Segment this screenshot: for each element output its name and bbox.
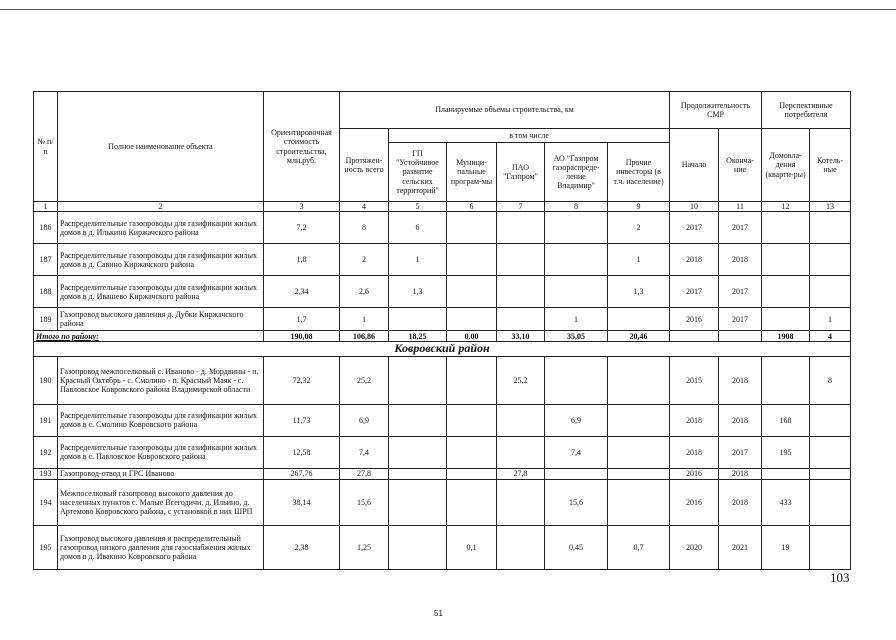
row-other xyxy=(608,468,670,479)
column-number: 2 xyxy=(58,202,264,212)
row-end: 2017 xyxy=(719,308,762,331)
row-length: 6,9 xyxy=(340,404,389,436)
total-gp: 18,25 xyxy=(389,331,447,342)
row-ao: 6,9 xyxy=(545,404,608,436)
total-houses: 1908 xyxy=(762,331,810,342)
column-number: 8 xyxy=(545,202,608,212)
total-ao: 35,05 xyxy=(545,331,608,342)
row-ao: 7,4 xyxy=(545,436,608,468)
header-planned: Планируемые объемы строительства, км xyxy=(340,92,670,129)
row-houses xyxy=(762,468,810,479)
row-boilers xyxy=(810,525,851,569)
row-cost: 12,58 xyxy=(264,436,340,468)
row-boilers xyxy=(810,404,851,436)
row-municipal xyxy=(447,468,497,479)
column-number: 3 xyxy=(264,202,340,212)
table-row xyxy=(34,468,851,479)
row-end: 2018 xyxy=(719,404,762,436)
header-no: № п/п xyxy=(34,92,58,202)
row-municipal xyxy=(447,276,497,308)
column-number: 6 xyxy=(447,202,497,212)
row-end: 2018 xyxy=(719,479,762,525)
row-pao xyxy=(497,212,545,244)
row-boilers xyxy=(810,212,851,244)
header-other: Прочие инвесторы (в т.ч. население) xyxy=(608,143,670,202)
row-municipal xyxy=(447,436,497,468)
row-municipal: 0,1 xyxy=(447,525,497,569)
total-start xyxy=(670,331,719,342)
total-cost: 190,08 xyxy=(264,331,340,342)
row-pao xyxy=(497,244,545,276)
row-start: 2015 xyxy=(670,356,719,404)
row-no: 187 xyxy=(34,244,58,276)
row-cost: 1,8 xyxy=(264,244,340,276)
row-houses xyxy=(762,308,810,331)
row-cost: 267,76 xyxy=(264,468,340,479)
row-gp xyxy=(389,468,447,479)
row-ao xyxy=(545,468,608,479)
header-end: Оконча-ние xyxy=(719,129,762,202)
table-row xyxy=(34,212,851,244)
table-row xyxy=(34,436,851,468)
row-municipal xyxy=(447,356,497,404)
row-ao xyxy=(545,356,608,404)
row-other xyxy=(608,436,670,468)
row-houses xyxy=(762,276,810,308)
row-gp xyxy=(389,308,447,331)
total-municipal: 0,00 xyxy=(447,331,497,342)
row-ao: 15,6 xyxy=(545,479,608,525)
row-pao: 25,2 xyxy=(497,356,545,404)
row-length: 2 xyxy=(340,244,389,276)
header-consumers: Перспективные потребители xyxy=(762,92,851,129)
row-start: 2020 xyxy=(670,525,719,569)
row-houses: 195 xyxy=(762,436,810,468)
column-number: 11 xyxy=(719,202,762,212)
row-name: Газопровод высокого давления д. Дубки Киржачского района xyxy=(58,308,264,331)
row-pao xyxy=(497,436,545,468)
row-other: 1,3 xyxy=(608,276,670,308)
row-gp xyxy=(389,404,447,436)
row-end: 2017 xyxy=(719,276,762,308)
row-gp xyxy=(389,479,447,525)
row-boilers: 8 xyxy=(810,356,851,404)
header-ao: АО "Газпром газораспреде-ление Владимир" xyxy=(545,143,608,202)
row-name: Распределительные газопроводы для газификации жилых домов в д. Илькино Киржачского района xyxy=(58,212,264,244)
row-no: 192 xyxy=(34,436,58,468)
row-name: Газопровод высокого давления и распределительный газопровод низкого давления для газоснабжения жилых домов в д. Ивакино Ковровского района xyxy=(58,525,264,569)
row-ao: 1 xyxy=(545,308,608,331)
row-houses xyxy=(762,356,810,404)
row-gp xyxy=(389,356,447,404)
row-no: 188 xyxy=(34,276,58,308)
row-start: 2017 xyxy=(670,276,719,308)
header-cost: Ориентировочная стоимость строительства, млн.руб. xyxy=(264,92,340,202)
row-houses: 168 xyxy=(762,404,810,436)
header-houses: Домовла-дения (кварти-ры) xyxy=(762,129,810,202)
row-other: 2 xyxy=(608,212,670,244)
row-ao: 0,45 xyxy=(545,525,608,569)
table-row xyxy=(34,244,851,276)
row-cost: 72,32 xyxy=(264,356,340,404)
row-end: 2018 xyxy=(719,244,762,276)
row-end: 2018 xyxy=(719,468,762,479)
row-no: 195 xyxy=(34,525,58,569)
row-end: 2017 xyxy=(719,436,762,468)
row-start: 2016 xyxy=(670,468,719,479)
row-start: 2016 xyxy=(670,308,719,331)
row-other xyxy=(608,308,670,331)
row-length: 2,6 xyxy=(340,276,389,308)
row-length: 8 xyxy=(340,212,389,244)
table-row xyxy=(34,525,851,569)
column-number: 7 xyxy=(497,202,545,212)
row-municipal xyxy=(447,479,497,525)
row-no: 194 xyxy=(34,479,58,525)
region-title: Ковровский район xyxy=(34,342,851,357)
row-ao xyxy=(545,244,608,276)
row-start: 2018 xyxy=(670,404,719,436)
table-header xyxy=(34,92,851,212)
row-name: Газопровод-отвод и ГРС Иваново xyxy=(58,468,264,479)
header-duration: Продолжительность СМР xyxy=(670,92,762,129)
table-row xyxy=(34,276,851,308)
header-gp: ГП "Устойчивое развитие сельских территорий" xyxy=(389,143,447,202)
column-number: 9 xyxy=(608,202,670,212)
table-row xyxy=(34,479,851,525)
row-name: Распределительные газопроводы для газификации жилых домов в с. Павловское Ковровского района xyxy=(58,436,264,468)
row-cost: 11,73 xyxy=(264,404,340,436)
row-pao xyxy=(497,276,545,308)
column-number: 12 xyxy=(762,202,810,212)
row-gp: 1,3 xyxy=(389,276,447,308)
row-no: 190 xyxy=(34,356,58,404)
row-cost: 7,2 xyxy=(264,212,340,244)
table-row xyxy=(34,404,851,436)
row-name: Газопровод межпоселковый с. Иваново - д. Мордвины - п. Красный Октябрь - с. Смолино - п. Красный Маяк - с. Павловское Ковровского района Владимирской области xyxy=(58,356,264,404)
total-end xyxy=(719,331,762,342)
row-boilers xyxy=(810,436,851,468)
row-municipal xyxy=(447,244,497,276)
row-boilers xyxy=(810,468,851,479)
table-row xyxy=(34,356,851,404)
row-other xyxy=(608,479,670,525)
row-length: 15,6 xyxy=(340,479,389,525)
header-including: в том числе xyxy=(389,129,670,143)
row-length: 25,2 xyxy=(340,356,389,404)
total-length: 106,86 xyxy=(340,331,389,342)
total-boilers: 4 xyxy=(810,331,851,342)
row-no: 191 xyxy=(34,404,58,436)
column-number: 4 xyxy=(340,202,389,212)
document-sheet xyxy=(33,91,850,570)
row-pao xyxy=(497,479,545,525)
table-body xyxy=(34,212,851,570)
row-start: 2018 xyxy=(670,244,719,276)
column-number: 5 xyxy=(389,202,447,212)
row-houses xyxy=(762,244,810,276)
page-number: 51 xyxy=(434,609,443,618)
header-boilers: Котель-ные xyxy=(810,129,851,202)
row-start: 2017 xyxy=(670,212,719,244)
row-gp xyxy=(389,436,447,468)
row-ao xyxy=(545,212,608,244)
row-gp: 1 xyxy=(389,244,447,276)
row-start: 2016 xyxy=(670,479,719,525)
header-pao: ПАО "Газпром" xyxy=(497,143,545,202)
top-rule xyxy=(0,9,896,10)
row-name: Распределительные газопроводы для газификации жилых домов в д. Ивашево Киржачского района xyxy=(58,276,264,308)
column-number: 10 xyxy=(670,202,719,212)
row-no: 186 xyxy=(34,212,58,244)
row-other xyxy=(608,356,670,404)
row-pao: 27,8 xyxy=(497,468,545,479)
row-houses: 19 xyxy=(762,525,810,569)
row-pao xyxy=(497,525,545,569)
total-row xyxy=(34,331,851,342)
header-start: Начало xyxy=(670,129,719,202)
header-municipal: Муници-пальные програм-мы xyxy=(447,143,497,202)
row-name: Межпоселковый газопровод высокого давления до населенных пунктов с. Малые Всегодичи, д. Ильино, д. Артемово Ковровского района, с установкой в них ШРП xyxy=(58,479,264,525)
column-number: 1 xyxy=(34,202,58,212)
row-other: 0,7 xyxy=(608,525,670,569)
row-other xyxy=(608,404,670,436)
row-gp xyxy=(389,525,447,569)
row-municipal xyxy=(447,212,497,244)
row-name: Распределительные газопроводы для газификации жилых домов в с. Смолино Ковровского района xyxy=(58,404,264,436)
row-ao xyxy=(545,276,608,308)
row-houses: 433 xyxy=(762,479,810,525)
row-cost: 38,14 xyxy=(264,479,340,525)
row-municipal xyxy=(447,308,497,331)
row-houses xyxy=(762,212,810,244)
row-length: 1 xyxy=(340,308,389,331)
row-length: 27,8 xyxy=(340,468,389,479)
row-end: 2018 xyxy=(719,356,762,404)
row-boilers: 1 xyxy=(810,308,851,331)
row-cost: 2,38 xyxy=(264,525,340,569)
header-length: Протяжен-ность всего xyxy=(340,129,389,202)
row-municipal xyxy=(447,404,497,436)
row-boilers xyxy=(810,479,851,525)
total-label: Итого по району: xyxy=(34,331,264,342)
column-number: 13 xyxy=(810,202,851,212)
page-stamp: 103 xyxy=(830,570,850,585)
row-boilers xyxy=(810,276,851,308)
row-no: 189 xyxy=(34,308,58,331)
row-no: 193 xyxy=(34,468,58,479)
table-row xyxy=(34,308,851,331)
row-length: 1,25 xyxy=(340,525,389,569)
header-name: Полное наименование объекта xyxy=(58,92,264,202)
row-cost: 2,34 xyxy=(264,276,340,308)
row-name: Распределительные газопроводы для газификации жилых домов в д. Савино Киржачского района xyxy=(58,244,264,276)
row-boilers xyxy=(810,244,851,276)
row-start: 2018 xyxy=(670,436,719,468)
construction-table xyxy=(33,91,851,570)
row-pao xyxy=(497,404,545,436)
row-length: 7,4 xyxy=(340,436,389,468)
row-other: 1 xyxy=(608,244,670,276)
row-pao xyxy=(497,308,545,331)
row-cost: 1,7 xyxy=(264,308,340,331)
total-pao: 33,10 xyxy=(497,331,545,342)
region-row xyxy=(34,342,851,357)
row-gp: 6 xyxy=(389,212,447,244)
column-number-row xyxy=(34,202,851,212)
row-end: 2017 xyxy=(719,212,762,244)
row-end: 2021 xyxy=(719,525,762,569)
total-other: 20,46 xyxy=(608,331,670,342)
